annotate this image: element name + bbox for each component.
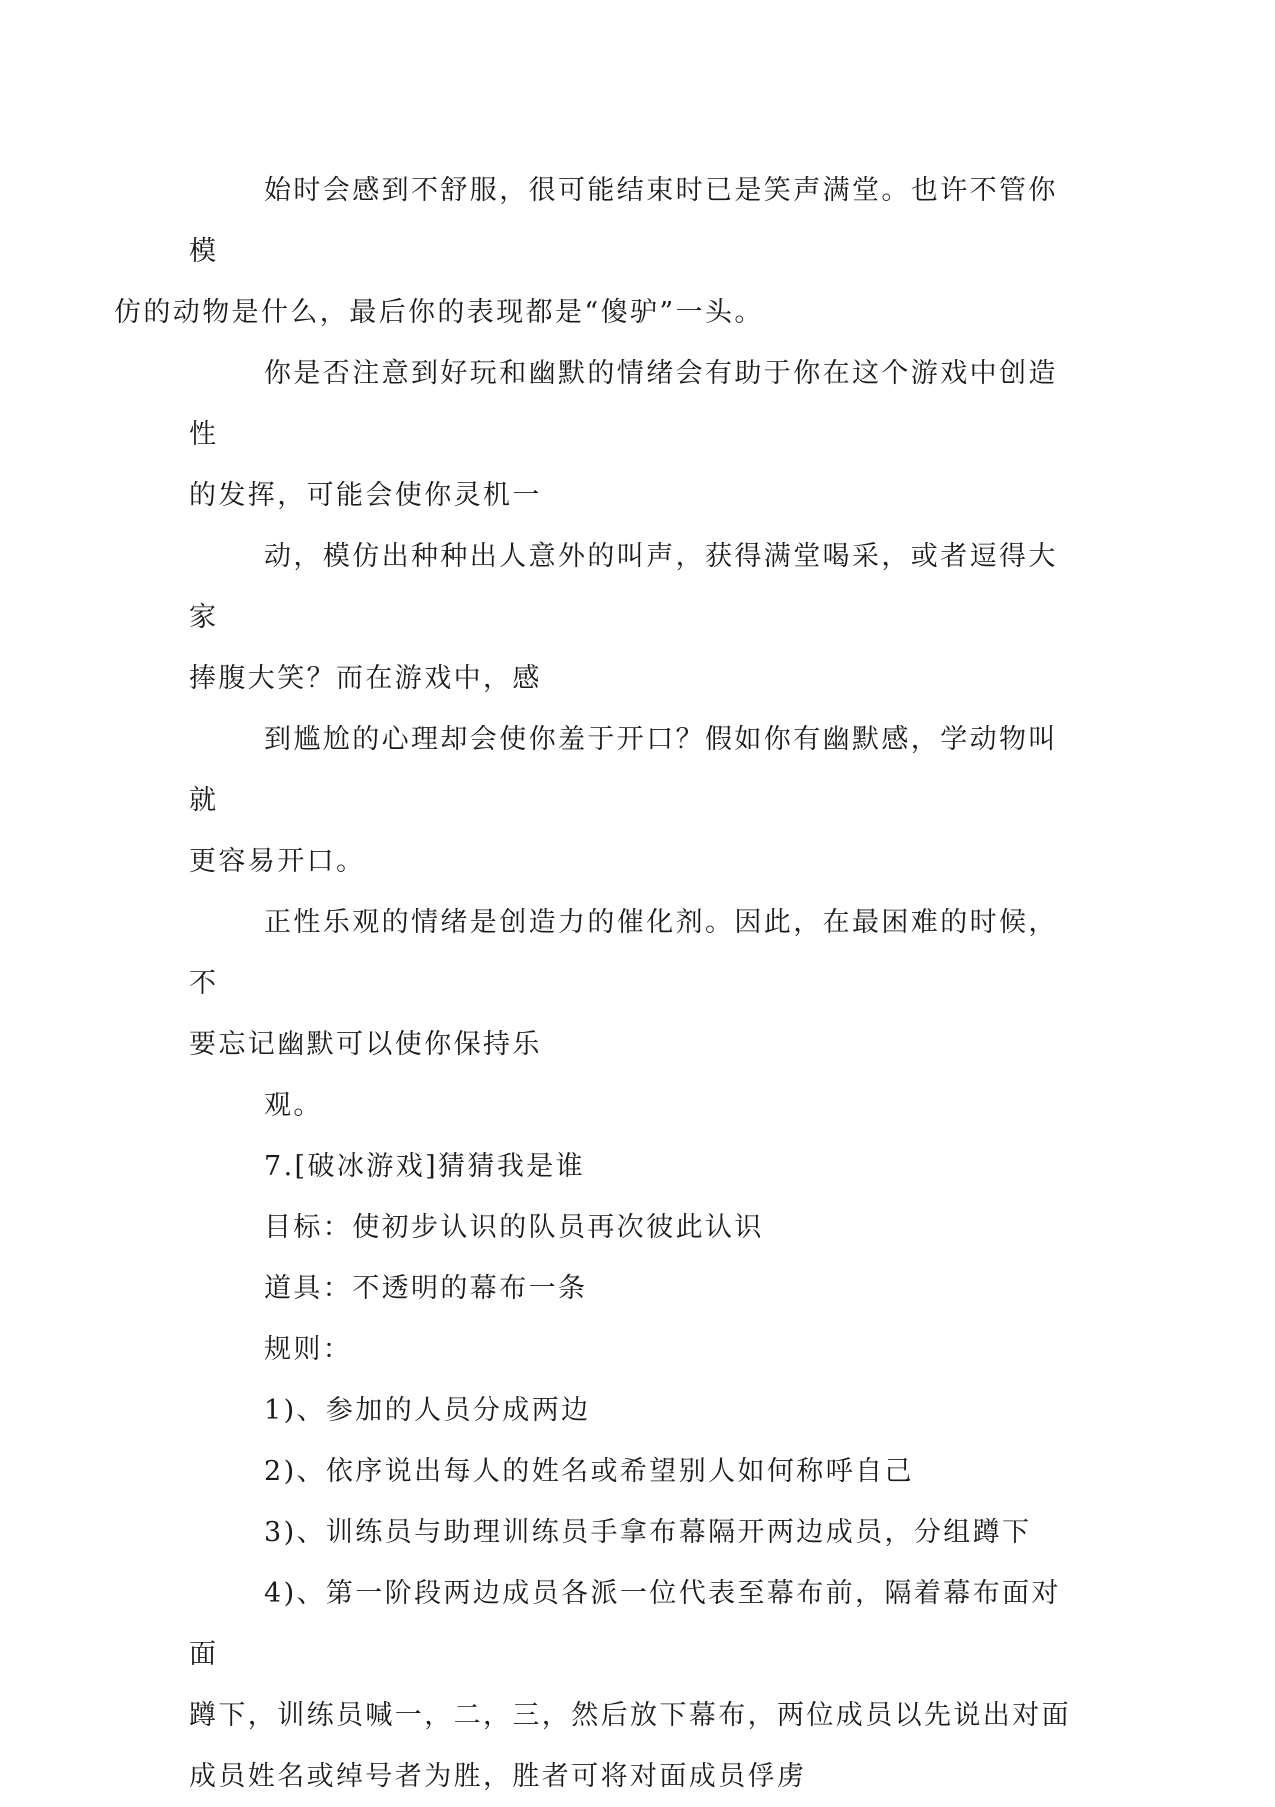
text-line: 更容易开口。 — [189, 846, 366, 877]
paragraph-embarrassment — [189, 709, 1079, 892]
rules-heading: 规则： — [264, 1334, 353, 1365]
document-body — [114, 160, 1079, 1807]
text-line: 动，模仿出种种出人意外的叫声，获得满堂喝采，或者逗得大家 — [189, 541, 1058, 633]
text-line: 成员姓名或绰号者为胜，胜者可将对面成员俘虏 — [189, 1761, 807, 1792]
text-line: 仿的动物是什么，最后你的表现都是“傻驴”一头。 — [114, 297, 764, 328]
rule-item-4 — [189, 1563, 1079, 1807]
text-line: 正性乐观的情绪是创造力的催化剂。因此，在最困难的时候，不 — [189, 907, 1058, 999]
paragraph-imitate-sounds — [189, 526, 1079, 709]
paragraph-humor-creativity — [189, 343, 1079, 526]
text-line: 的发挥，可能会使你灵机一 — [189, 480, 542, 511]
text-line: 到尴尬的心理却会使你羞于开口？假如你有幽默感，学动物叫就 — [189, 724, 1058, 816]
paragraph-optimism — [189, 892, 1079, 1075]
text-line: 你是否注意到好玩和幽默的情绪会有助于你在这个游戏中创造性 — [189, 358, 1058, 450]
text-line: 捧腹大笑？而在游戏中，感 — [189, 663, 542, 694]
rule-item-1: 1)、参加的人员分成两边 — [264, 1395, 591, 1426]
rule-item-3: 3)、训练员与助理训练员手拿布幕隔开两边成员，分组蹲下 — [264, 1517, 1032, 1548]
text-line: 蹲下，训练员喊一，二，三，然后放下幕布，两位成员以先说出对面 — [189, 1700, 1071, 1731]
goal-line: 目标：使初步认识的队员再次彼此认识 — [264, 1212, 764, 1243]
text-line-optimism-end: 观。 — [264, 1090, 323, 1121]
rule-item-2: 2)、依序说出每人的姓名或希望别人如何称呼自己 — [264, 1456, 914, 1487]
props-line: 道具：不透明的幕布一条 — [264, 1273, 588, 1304]
section-heading-guess-who: 7.[破冰游戏]猜猜我是谁 — [264, 1151, 586, 1182]
paragraph-imitation-discomfort — [114, 160, 1079, 343]
text-line: 4)、第一阶段两边成员各派一位代表至幕布前，隔着幕布面对面 — [189, 1578, 1061, 1670]
text-line: 始时会感到不舒服，很可能结束时已是笑声满堂。也许不管你模 — [189, 175, 1058, 267]
text-line: 要忘记幽默可以使你保持乐 — [189, 1029, 542, 1060]
